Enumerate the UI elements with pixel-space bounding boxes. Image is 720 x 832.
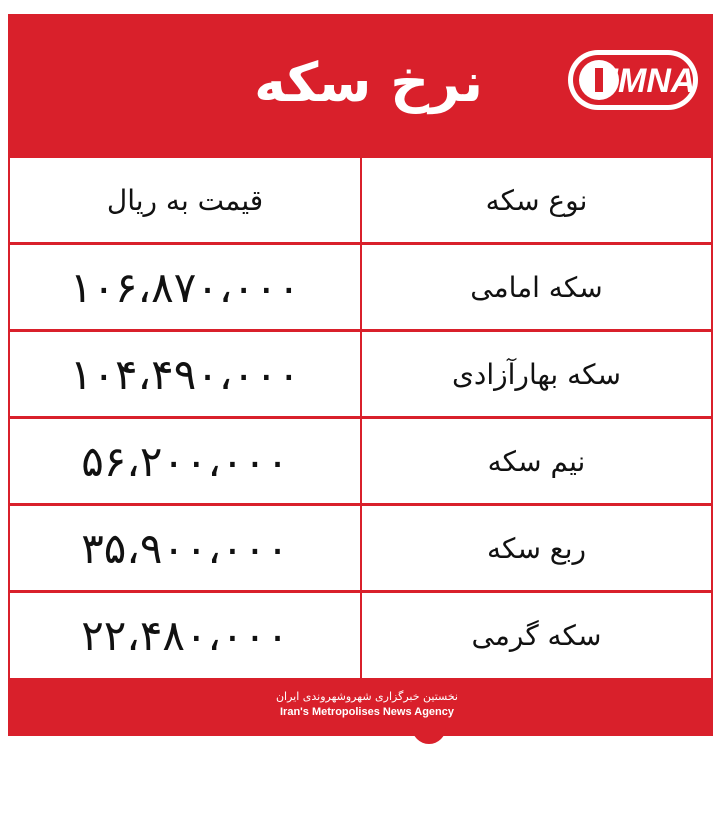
column-header-type: نوع سکه (485, 183, 588, 217)
coin-price: ۲۲،۴۸۰،۰۰۰ (81, 610, 289, 660)
footer-tagline-en: Iran's Metropolises News Agency (280, 706, 454, 718)
coin-price-card (8, 14, 713, 736)
coin-name: سکه گرمی (471, 618, 602, 652)
column-header-price: قیمت به ریال (106, 183, 264, 217)
header (8, 14, 713, 158)
imna-logo (566, 44, 700, 120)
page-title: نرخ سکه (254, 51, 483, 114)
footer-tagline-fa: نخستین خبرگزاری شهروشهروندی ایران (275, 690, 458, 703)
coin-price: ۵۶،۲۰۰،۰۰۰ (81, 436, 289, 486)
logo-wordmark: IMNA (608, 62, 696, 100)
footer-tab-decoration (412, 722, 446, 744)
row-divider (10, 416, 711, 419)
price-table (10, 158, 711, 678)
coin-name: نیم سکه (487, 444, 586, 478)
footer (8, 678, 713, 736)
coin-price: ۱۰۴،۴۹۰،۰۰۰ (69, 349, 301, 399)
row-divider (10, 242, 711, 245)
coin-name: ربع سکه (486, 531, 587, 565)
coin-name: سکه بهارآزادی (451, 357, 622, 391)
row-divider (10, 590, 711, 593)
coin-name: سکه امامی (470, 270, 603, 304)
coin-price: ۱۰۶،۸۷۰،۰۰۰ (69, 262, 301, 312)
row-divider (10, 503, 711, 506)
row-divider (10, 329, 711, 332)
coin-price: ۳۵،۹۰۰،۰۰۰ (81, 523, 289, 573)
